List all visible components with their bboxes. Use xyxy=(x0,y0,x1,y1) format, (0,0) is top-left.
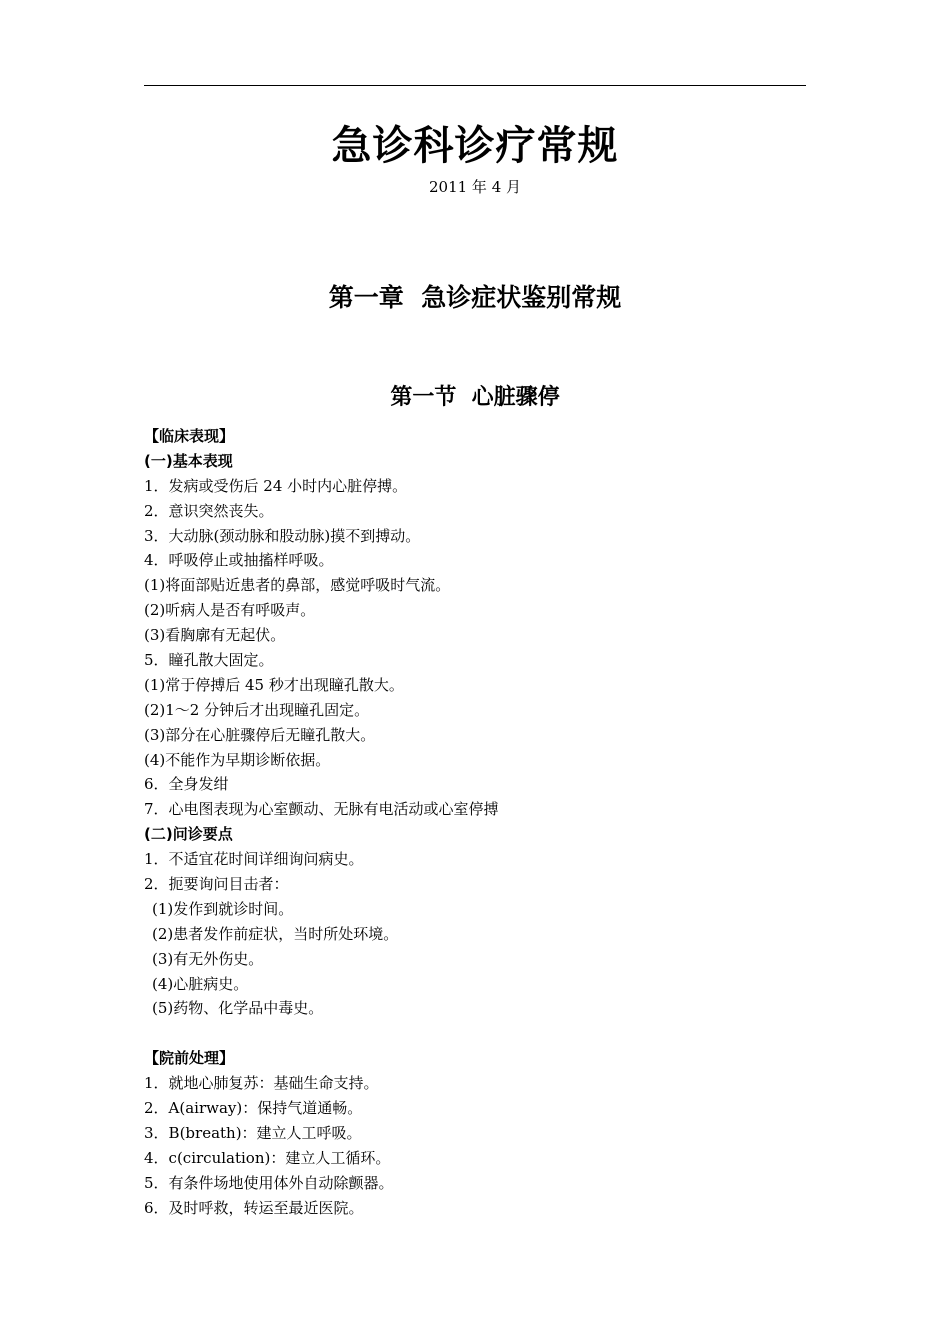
chapter-heading: 第一章 急诊症状鉴别常规 xyxy=(328,283,622,312)
inquiry-subitem: (2)患者发作前症状，当时所处环境。 xyxy=(152,924,399,943)
basic-item: 2．意识突然丧失。 xyxy=(144,501,274,520)
basic-item: (2)1～2 分钟后才出现瞳孔固定。 xyxy=(144,700,370,719)
inquiry-heading: (二)问诊要点 xyxy=(144,825,233,844)
prehospital-item: 2．A(airway)：保持气道通畅。 xyxy=(144,1099,363,1118)
basic-item: 3．大动脉(颈动脉和股动脉)摸不到搏动。 xyxy=(144,526,421,545)
prehospital-item: 3．B(breath)：建立人工呼吸。 xyxy=(144,1123,362,1142)
clinical-heading: 【临床表现】 xyxy=(144,427,235,445)
inquiry-subitem: (3)有无外伤史。 xyxy=(152,949,264,968)
basic-heading: (一)基本表现 xyxy=(144,451,233,470)
header-rule xyxy=(144,85,806,86)
inquiry-subitem: (1)发作到就诊时间。 xyxy=(152,899,294,918)
inquiry-item: 2．扼要询问目击者： xyxy=(144,875,289,894)
basic-item: 5．瞳孔散大固定。 xyxy=(144,651,274,670)
section-heading: 第一节 心脏骤停 xyxy=(390,385,560,410)
prehospital-heading: 【院前处理】 xyxy=(144,1049,235,1068)
paragraph-spacer xyxy=(144,1021,806,1046)
document-title: 急诊科诊疗常规 xyxy=(331,123,619,169)
basic-item: 4．呼吸停止或抽搐样呼吸。 xyxy=(144,551,334,570)
prehospital-item: 1．就地心肺复苏：基础生命支持。 xyxy=(144,1074,379,1093)
document-body xyxy=(144,424,806,1221)
inquiry-subitem: (4)心脏病史。 xyxy=(152,974,249,993)
basic-item: (2)听病人是否有呼吸声。 xyxy=(144,601,316,620)
prehospital-item: 5．有条件场地使用体外自动除颤器。 xyxy=(144,1173,394,1192)
basic-item: (1)常于停搏后 45 秒才出现瞳孔散大。 xyxy=(144,675,404,694)
basic-item: (3)部分在心脏骤停后无瞳孔散大。 xyxy=(144,725,376,744)
prehospital-item: 6．及时呼救，转运至最近医院。 xyxy=(144,1198,364,1217)
inquiry-item: 1．不适宜花时间详细询问病史。 xyxy=(144,850,364,869)
prehospital-item: 4．c(circulation)：建立人工循环。 xyxy=(144,1148,391,1167)
document-date: 2011 年 4 月 xyxy=(428,178,522,196)
basic-item: (3)看胸廓有无起伏。 xyxy=(144,626,286,645)
basic-item: 6．全身发绀 xyxy=(144,775,229,794)
basic-item: 1．发病或受伤后 24 小时内心脏停搏。 xyxy=(144,476,408,495)
basic-item: (1)将面部贴近患者的鼻部，感觉呼吸时气流。 xyxy=(144,576,451,595)
basic-item: (4)不能作为早期诊断依据。 xyxy=(144,750,331,769)
basic-item: 7．心电图表现为心室颤动、无脉有电活动或心室停搏 xyxy=(144,800,499,819)
inquiry-subitem: (5)药物、化学品中毒史。 xyxy=(152,999,324,1018)
